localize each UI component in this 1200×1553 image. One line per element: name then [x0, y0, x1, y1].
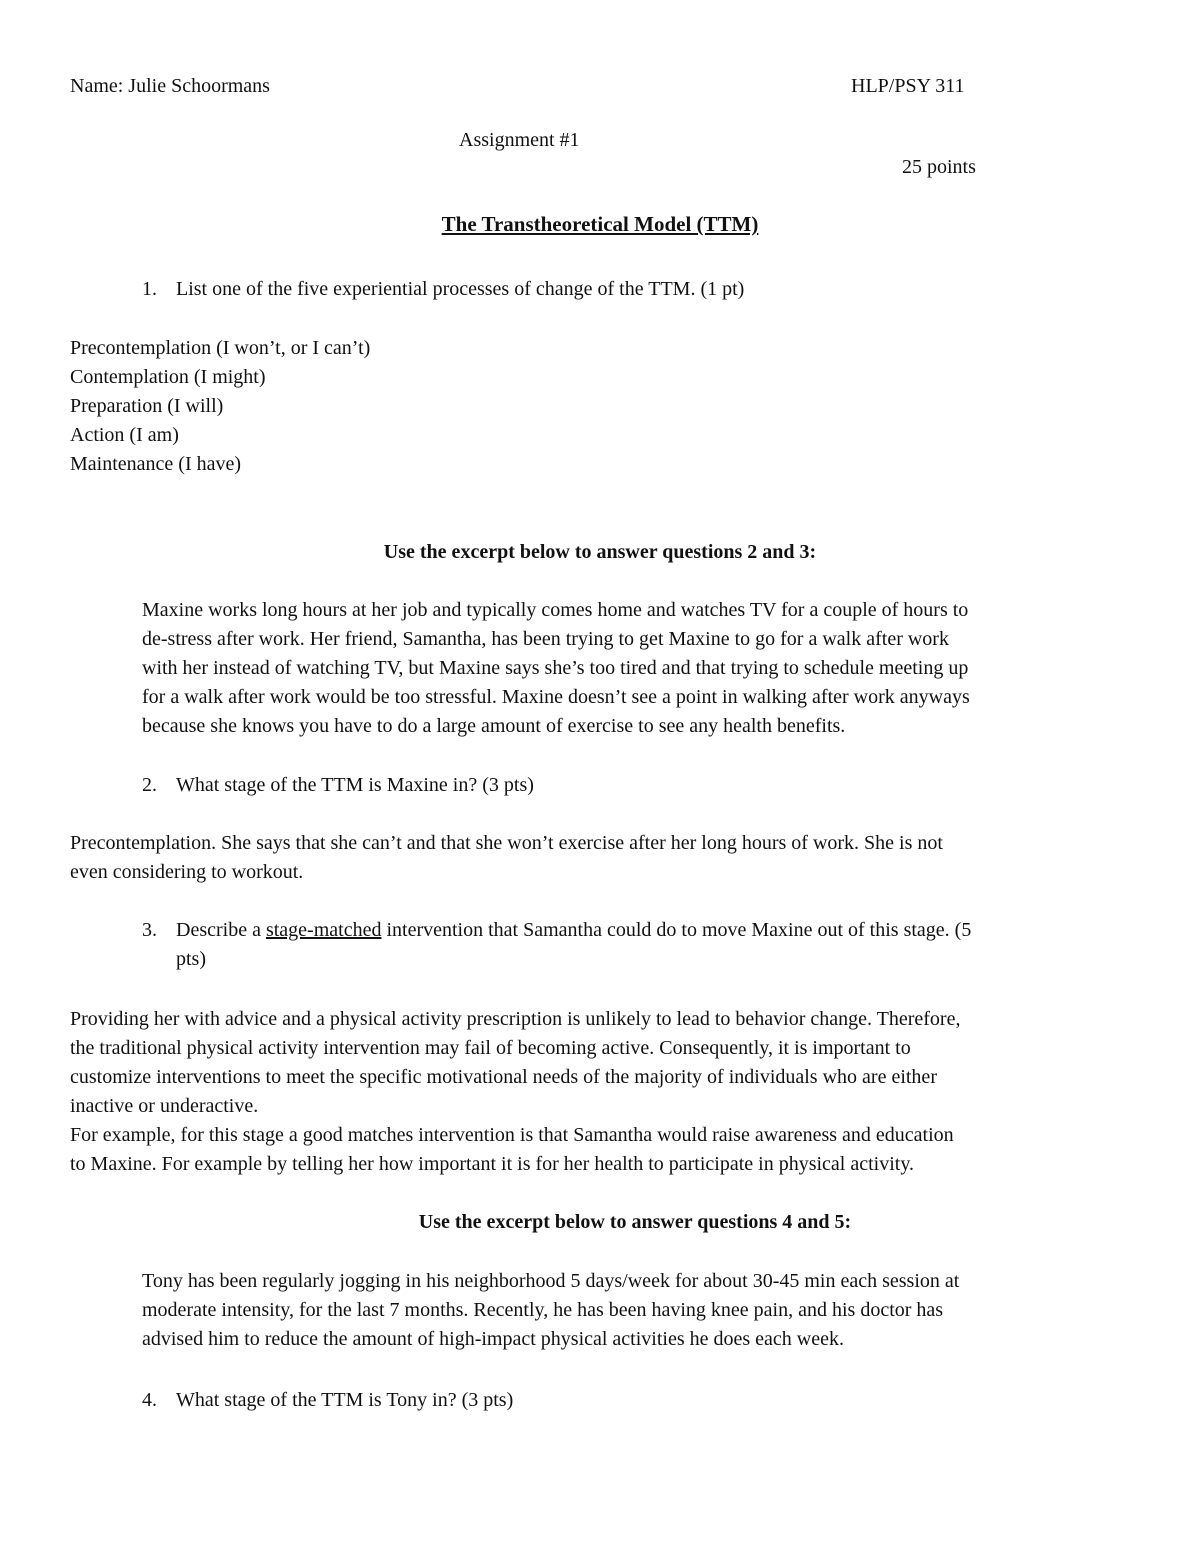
q3-text-before: Describe a — [176, 919, 266, 941]
q3-answer-line: to Maxine. For example by telling her how important it is for her health to participate in physical activity. — [70, 1153, 915, 1175]
excerpt1-line: de-stress after work. Her friend, Samantha, has been trying to get Maxine to go for a walk after work — [142, 628, 949, 650]
q3-answer-line: For example, for this stage a good matches intervention is that Samantha would raise awareness and education — [70, 1124, 954, 1146]
q1-answer-list — [70, 334, 370, 479]
q3-answer-line: inactive or underactive. — [70, 1095, 259, 1117]
excerpt2-line: Tony has been regularly jogging in his neighborhood 5 days/week for about 30-45 min each session at — [142, 1270, 960, 1292]
q1-answer-item: Contemplation (I might) — [70, 366, 266, 388]
q2-answer-line: even considering to workout. — [70, 861, 304, 883]
q1-text: List one of the five experiential processes of change of the TTM. (1 pt) — [176, 278, 745, 300]
q1-answer-item: Action (I am) — [70, 424, 179, 446]
course-code: HLP/PSY 311 — [851, 75, 965, 97]
q3-text — [176, 916, 971, 945]
assignment-label: Assignment #1 — [459, 129, 580, 151]
q2-answer-line: Precontemplation. She says that she can’t and that she won’t exercise after her long hours of work. She is not — [70, 832, 943, 854]
q2-answer — [70, 829, 1170, 887]
q3-answer-line: the traditional physical activity intervention may fail of becoming active. Consequently, it is important to — [70, 1037, 911, 1059]
q3-answer-line: Providing her with advice and a physical activity prescription is unlikely to lead to behavior change. Therefore, — [70, 1008, 961, 1030]
excerpt2-body — [142, 1267, 1142, 1354]
excerpt1-line: Maxine works long hours at her job and typically comes home and watches TV for a couple of hours to — [142, 599, 969, 621]
excerpt1-body — [142, 596, 1142, 741]
q1-answer-item: Maintenance (I have) — [70, 453, 242, 475]
q1-number: 1. — [142, 278, 157, 300]
points-label: 25 points — [902, 156, 976, 178]
q3-text-after: intervention that Samantha could do to move Maxine out of this stage. (5 — [381, 919, 972, 941]
q3-answer-line: customize interventions to meet the specific motivational needs of the majority of individuals who are either — [70, 1066, 937, 1088]
q4-number: 4. — [142, 1389, 157, 1411]
excerpt1-line: for a walk after work would be too stressful. Maxine doesn’t see a point in walking after work anyways — [142, 686, 970, 708]
excerpt2-heading: Use the excerpt below to answer questions 4 and 5: — [418, 1211, 852, 1233]
q3-answer — [70, 1005, 1170, 1179]
excerpt1-line: because she knows you have to do a large amount of exercise to see any health benefits. — [142, 715, 846, 737]
q3-number: 3. — [142, 919, 157, 941]
q4-text: What stage of the TTM is Tony in? (3 pts) — [176, 1389, 514, 1411]
excerpt2-line: moderate intensity, for the last 7 months. Recently, he has been having knee pain, and his doctor has — [142, 1299, 944, 1321]
q2-text: What stage of the TTM is Maxine in? (3 pts) — [176, 774, 534, 796]
q1-answer-item: Preparation (I will) — [70, 395, 224, 417]
student-name: Name: Julie Schoormans — [70, 75, 270, 97]
excerpt2-line: advised him to reduce the amount of high-impact physical activities he does each week. — [142, 1328, 844, 1350]
q3-stage-matched: stage-matched — [265, 919, 382, 941]
q2-number: 2. — [142, 774, 157, 796]
page-title: The Transtheoretical Model (TTM) — [441, 212, 759, 236]
excerpt1-heading: Use the excerpt below to answer questions 2 and 3: — [383, 541, 817, 563]
q3-text-line2: pts) — [176, 948, 206, 970]
q1-answer-item: Precontemplation (I won’t, or I can’t) — [70, 337, 371, 359]
excerpt1-line: with her instead of watching TV, but Maxine says she’s too tired and that trying to schedule meeting up — [142, 657, 969, 679]
